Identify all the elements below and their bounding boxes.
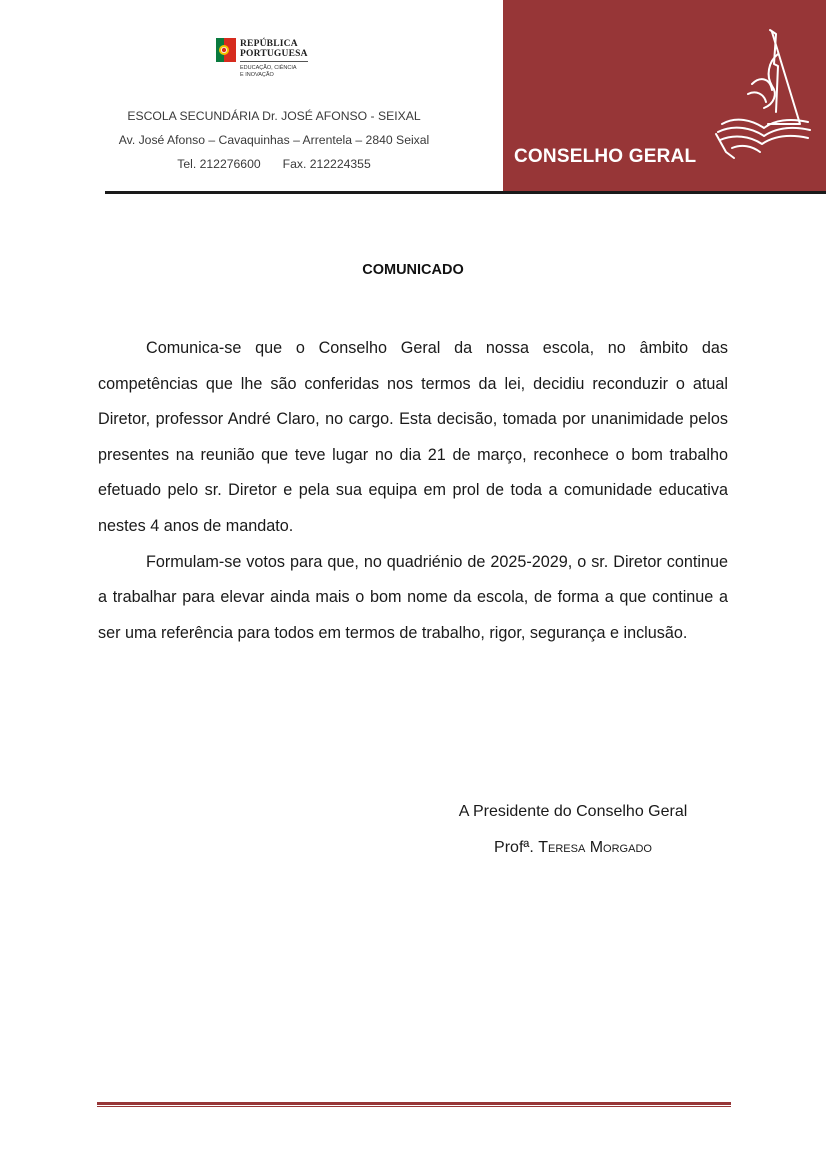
paragraph-1: Comunica-se que o Conselho Geral da nossa escola, no âmbito das competências que lhe são conferidas nos termos da lei, decidiu reconduzir o atual Diretor, professor André Claro, no cargo. Esta decisão, tomada por unanimidade pelos presentes na reunião que teve lugar no dia 21 de março, reconhece o bom trabalho efetuado pelo sr. Diretor e pela sua equipa em prol de toda a comunidade educativa nestes 4 anos de mandato.: [98, 339, 728, 535]
logo-ministry-line2: E INOVAÇÃO: [240, 72, 274, 78]
header-divider: [105, 191, 826, 194]
school-contacts: [96, 152, 452, 176]
logo-line2: PORTUGUESA: [240, 49, 308, 59]
signature-prefix: Profª.: [494, 839, 534, 856]
logo-rule: [240, 61, 308, 62]
school-tel: Tel. 212276600: [177, 157, 261, 171]
footer-divider: [97, 1102, 731, 1105]
logo-line1: REPÚBLICA: [240, 39, 298, 49]
school-info: [96, 104, 452, 176]
document-body: [98, 331, 728, 651]
signature-name: Teresa Morgado: [538, 839, 652, 856]
school-fax: Fax. 212224355: [282, 157, 371, 171]
republica-portuguesa-flag-icon: [216, 38, 236, 62]
council-title: CONSELHO GERAL: [514, 146, 697, 167]
paragraph-2: Formulam-se votos para que, no quadriénio de 2025-2029, o sr. Diretor continue a trabalhar para elevar ainda mais o bom nome da escola, de forma a que continue a ser uma referência para todos em termos de trabalho, rigor, segurança e inclusão.: [98, 552, 728, 642]
logo-ministry-line1: EDUCAÇÃO, CIÊNCIA: [240, 65, 297, 71]
signature-role: A Presidente do Conselho Geral: [458, 803, 688, 820]
school-emblem-icon: [712, 24, 816, 164]
signature-block: [398, 794, 748, 866]
school-name: ESCOLA SECUNDÁRIA Dr. JOSÉ AFONSO - SEIXAL: [127, 109, 421, 123]
school-address: Av. José Afonso – Cavaquinhas – Arrentela – 2840 Seixal: [118, 133, 430, 147]
document-title: COMUNICADO: [362, 262, 464, 278]
footer-divider-thin: [97, 1106, 731, 1107]
signature-line: [398, 830, 748, 866]
